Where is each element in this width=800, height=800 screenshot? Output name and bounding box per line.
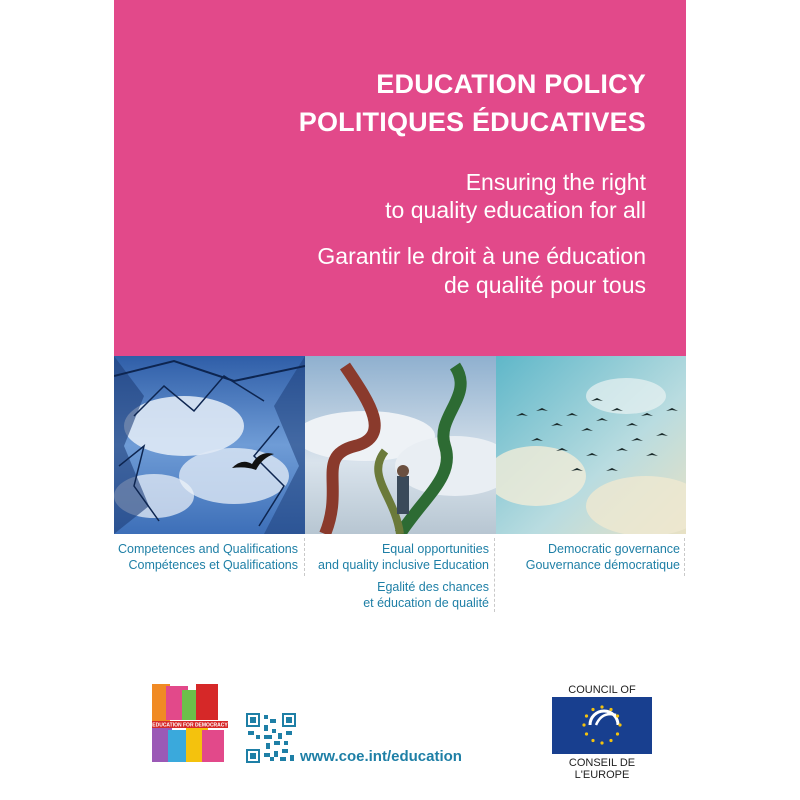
council-of-europe-logo-icon	[552, 697, 652, 754]
theme-label-en: Democratic governance	[547, 542, 680, 556]
broken-glass-sky-photo	[114, 356, 305, 534]
theme-label-en: Equal opportunities	[381, 542, 489, 556]
theme-democratic-governance	[496, 542, 680, 573]
divider	[494, 538, 495, 612]
council-of-europe-label-fr: CONSEIL DE L'EUROPE	[568, 757, 636, 781]
subtitle-french-line-1: Garantir le droit à une éducation	[317, 243, 646, 269]
subtitle-english-line-1: Ensuring the right	[465, 169, 646, 195]
theme-equal-opportunities-fr	[305, 580, 489, 611]
divider	[684, 538, 685, 576]
header-banner	[114, 0, 686, 356]
title-french: POLITIQUES ÉDUCATIVES	[298, 107, 646, 137]
photo-strip	[114, 356, 686, 534]
theme-label-fr: Egalité des chances	[377, 580, 489, 594]
education-for-democracy-logo	[152, 684, 232, 764]
title-english: EDUCATION POLICY	[376, 69, 646, 99]
winding-roads-photo	[305, 356, 496, 534]
website-link[interactable]: www.coe.int/education	[300, 748, 462, 765]
flock-of-birds-photo	[496, 356, 686, 534]
theme-label-fr: Gouvernance démocratique	[525, 557, 680, 572]
subtitle-english-line-2: to quality education for all	[385, 197, 646, 223]
theme-label-en: Competences and Qualifications	[118, 542, 298, 556]
subtitle-french-line-2: de qualité pour tous	[443, 272, 646, 298]
poster	[114, 0, 686, 800]
theme-label-en: and quality inclusive Education	[318, 557, 489, 572]
theme-equal-opportunities	[305, 542, 489, 573]
council-of-europe-label-en: COUNCIL OF	[568, 684, 636, 696]
theme-label-fr: Compétences et Qualifications	[128, 557, 298, 572]
qr-code-icon[interactable]	[246, 713, 296, 763]
theme-competences	[114, 542, 298, 573]
logo-text: EDUCATION FOR DEMOCRACY	[152, 722, 228, 729]
theme-label-fr: et éducation de qualité	[363, 595, 489, 610]
